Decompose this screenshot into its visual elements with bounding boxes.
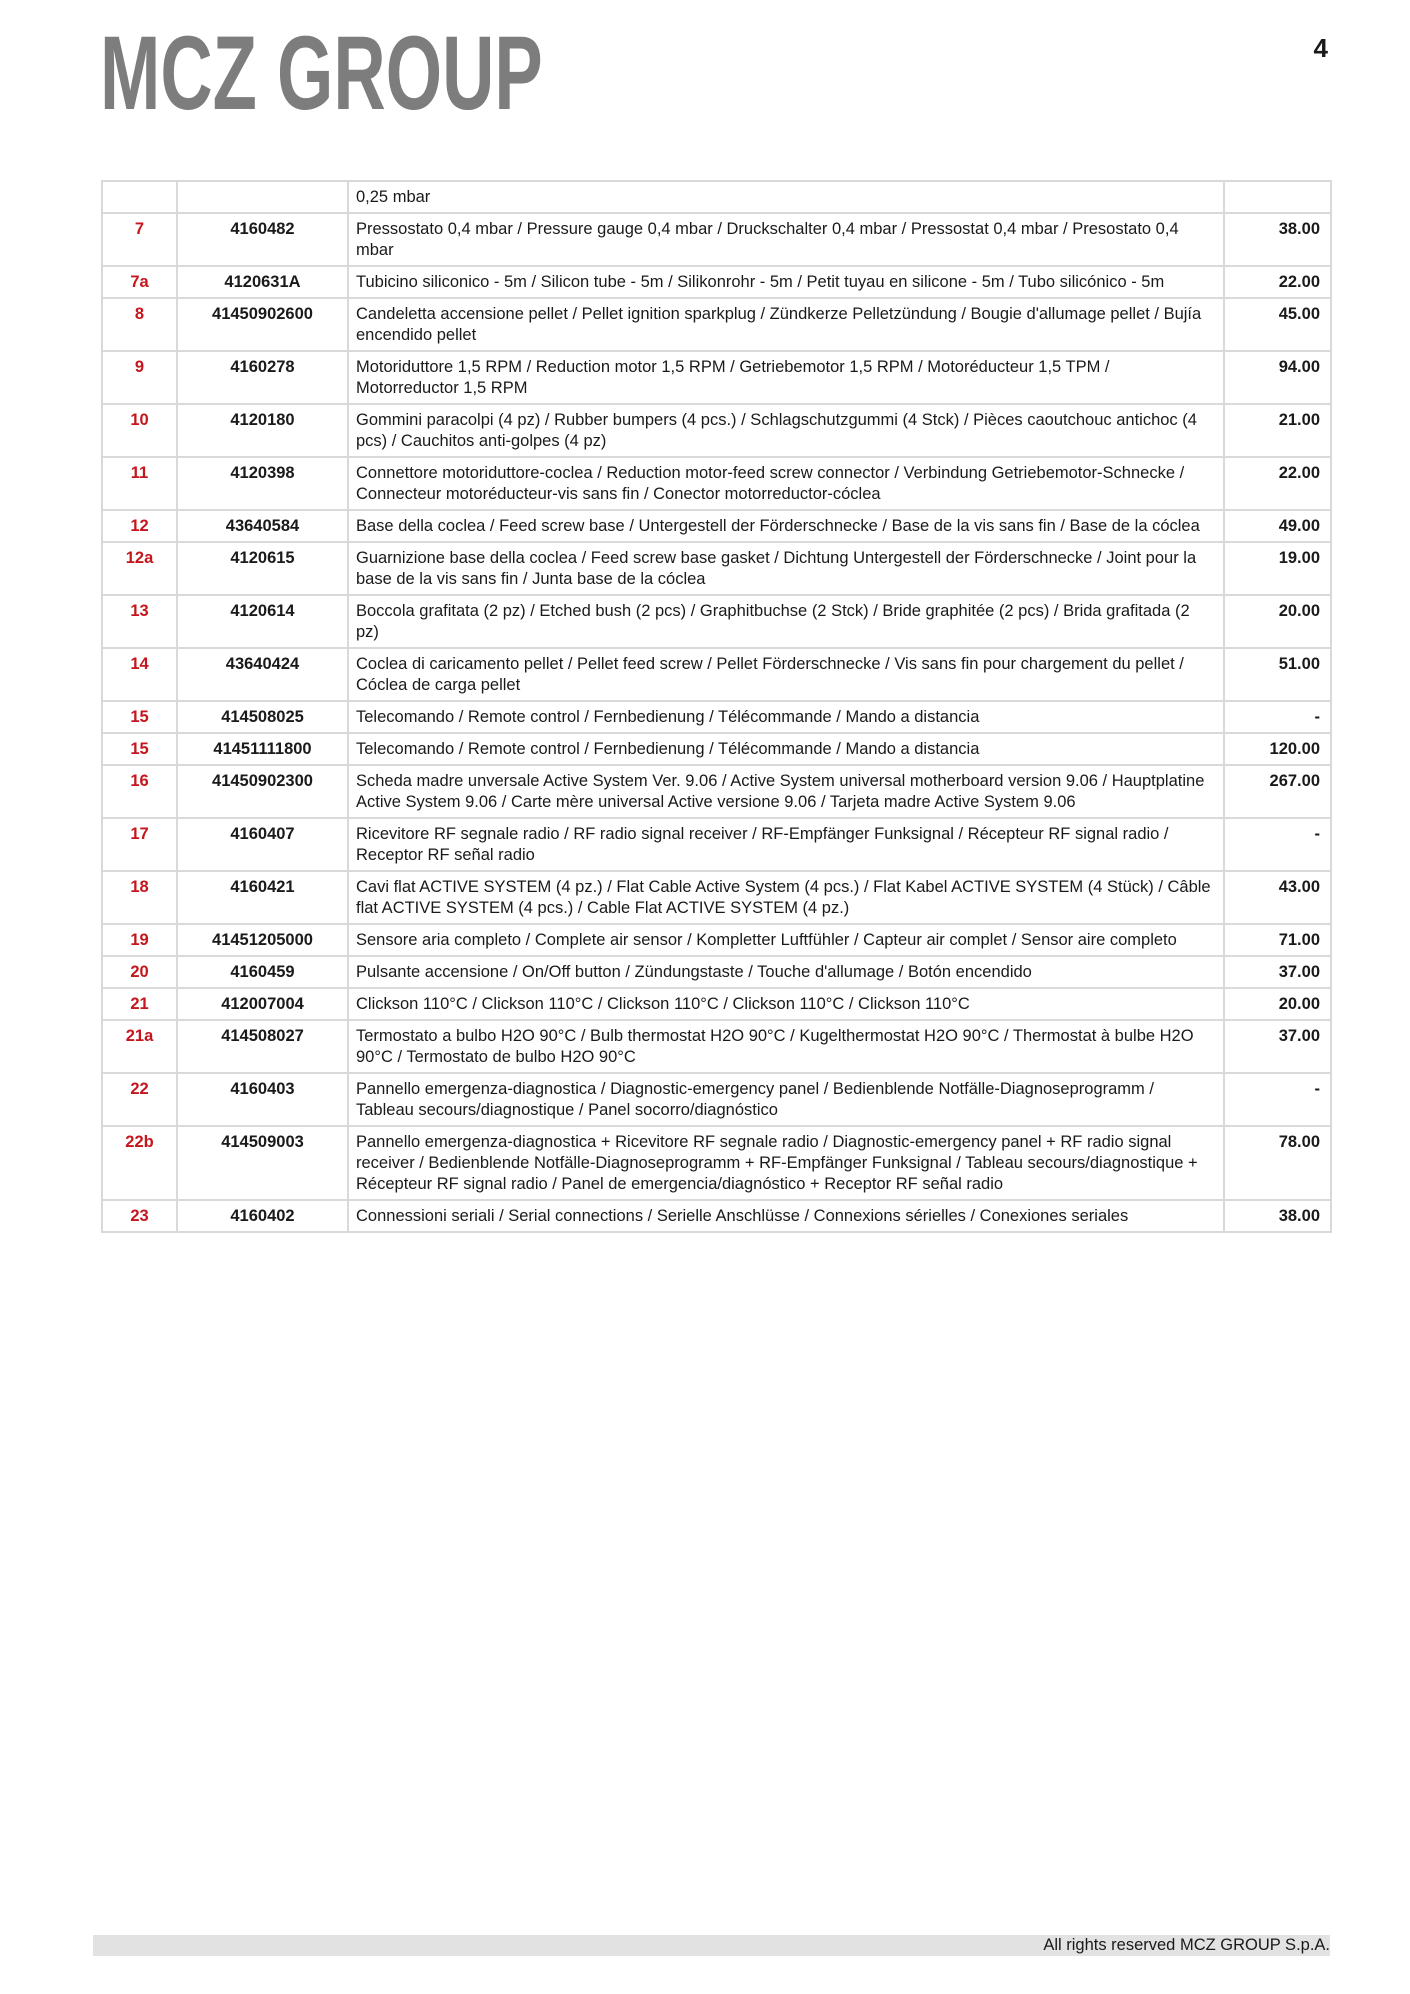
part-code-cell: 414509003 [177, 1126, 348, 1200]
part-code-cell: 414508027 [177, 1020, 348, 1073]
item-number-cell: 12a [102, 542, 177, 595]
item-number-cell: 9 [102, 351, 177, 404]
description-cell: Pannello emergenza-diagnostica / Diagnostic-emergency panel / Bedienblende Notfälle-Diagnoseprogramm / Tableau secours/diagnostique / Panel socorro/diagnóstico [348, 1073, 1224, 1126]
item-number-cell: 7a [102, 266, 177, 298]
price-cell: 43.00 [1224, 871, 1331, 924]
description-cell: Clickson 110°C / Clickson 110°C / Clickson 110°C / Clickson 110°C / Clickson 110°C [348, 988, 1224, 1020]
price-cell: 267.00 [1224, 765, 1331, 818]
description-cell: Coclea di caricamento pellet / Pellet feed screw / Pellet Förderschnecke / Vis sans fin pour chargement du pellet / Cóclea de carga pellet [348, 648, 1224, 701]
price-cell: 20.00 [1224, 595, 1331, 648]
footer-bar [93, 1935, 1330, 1956]
price-cell: 20.00 [1224, 988, 1331, 1020]
part-code-cell: 4160459 [177, 956, 348, 988]
price-cell: 120.00 [1224, 733, 1331, 765]
part-code-cell: 4120631A [177, 266, 348, 298]
part-code-cell: 41451111800 [177, 733, 348, 765]
description-cell: Termostato a bulbo H2O 90°C / Bulb thermostat H2O 90°C / Kugelthermostat H2O 90°C / Thermostat à bulbe H2O 90°C / Termostato de bulbo H2O 90°C [348, 1020, 1224, 1073]
table-row [102, 1073, 1331, 1126]
page-number: 4 [1313, 33, 1328, 63]
description-cell: Pressostato 0,4 mbar / Pressure gauge 0,4 mbar / Druckschalter 0,4 mbar / Pressostat 0,4 mbar / Presostato 0,4 mbar [348, 213, 1224, 266]
part-code-cell: 4120615 [177, 542, 348, 595]
price-cell: 94.00 [1224, 351, 1331, 404]
description-cell: Pulsante accensione / On/Off button / Zündungstaste / Touche d'allumage / Botón encendido [348, 956, 1224, 988]
price-cell: 51.00 [1224, 648, 1331, 701]
part-code-cell: 4160482 [177, 213, 348, 266]
part-code-cell: 414508025 [177, 701, 348, 733]
price-cell: - [1224, 818, 1331, 871]
part-code-cell: 41450902600 [177, 298, 348, 351]
description-cell: Telecomando / Remote control / Fernbedienung / Télécommande / Mando a distancia [348, 733, 1224, 765]
part-code-cell: 43640584 [177, 510, 348, 542]
table-row [102, 1020, 1331, 1073]
table-row [102, 457, 1331, 510]
item-number-cell: 7 [102, 213, 177, 266]
part-code-cell: 43640424 [177, 648, 348, 701]
table-row [102, 988, 1331, 1020]
part-code-cell: 4120180 [177, 404, 348, 457]
part-code-cell: 4160403 [177, 1073, 348, 1126]
item-number-cell: 21 [102, 988, 177, 1020]
part-code-cell: 4120398 [177, 457, 348, 510]
item-number-cell [102, 181, 177, 213]
price-cell: 22.00 [1224, 266, 1331, 298]
part-code-cell [177, 181, 348, 213]
table-row [102, 298, 1331, 351]
description-cell: Sensore aria completo / Complete air sensor / Kompletter Luftfühler / Capteur air complet / Sensor aire completo [348, 924, 1224, 956]
item-number-cell: 22b [102, 1126, 177, 1200]
item-number-cell: 16 [102, 765, 177, 818]
part-code-cell: 41451205000 [177, 924, 348, 956]
price-cell: 38.00 [1224, 213, 1331, 266]
table-row [102, 956, 1331, 988]
item-number-cell: 12 [102, 510, 177, 542]
price-cell [1224, 181, 1331, 213]
item-number-cell: 10 [102, 404, 177, 457]
table-row [102, 351, 1331, 404]
item-number-cell: 20 [102, 956, 177, 988]
table-row [102, 871, 1331, 924]
table-row [102, 924, 1331, 956]
description-cell: Connessioni seriali / Serial connections / Serielle Anschlüsse / Connexions sérielles / Conexiones seriales [348, 1200, 1224, 1232]
description-cell: Gommini paracolpi (4 pz) / Rubber bumpers (4 pcs.) / Schlagschutzgummi (4 Stck) / Pièces caoutchouc antichoc (4 pcs) / Cauchitos anti-golpes (4 pz) [348, 404, 1224, 457]
description-cell: Pannello emergenza-diagnostica + Ricevitore RF segnale radio / Diagnostic-emergency panel + RF radio signal receiver / Bedienblende Notfälle-Diagnoseprogramm + RF-Empfänger Funksignal / Tableau secours/diagnostique + Récepteur RF signal radio / Panel de emergencia/diagnóstico + Receptor RF señal radio [348, 1126, 1224, 1200]
part-code-cell: 4160402 [177, 1200, 348, 1232]
price-cell: 21.00 [1224, 404, 1331, 457]
copyright-text: All rights reserved MCZ GROUP S.p.A. [1043, 1936, 1330, 1954]
table-row [102, 818, 1331, 871]
price-cell: 38.00 [1224, 1200, 1331, 1232]
item-number-cell: 21a [102, 1020, 177, 1073]
item-number-cell: 15 [102, 733, 177, 765]
description-cell: Boccola grafitata (2 pz) / Etched bush (2 pcs) / Graphitbuchse (2 Stck) / Bride graphitée (2 pcs) / Brida grafitada (2 pz) [348, 595, 1224, 648]
price-cell: - [1224, 701, 1331, 733]
description-cell: Candeletta accensione pellet / Pellet ignition sparkplug / Zündkerze Pelletzündung / Bougie d'allumage pellet / Bujía encendido pellet [348, 298, 1224, 351]
price-cell: 45.00 [1224, 298, 1331, 351]
item-number-cell: 13 [102, 595, 177, 648]
price-cell: - [1224, 1073, 1331, 1126]
table-row [102, 1200, 1331, 1232]
item-number-cell: 15 [102, 701, 177, 733]
description-cell: Tubicino siliconico - 5m / Silicon tube - 5m / Silikonrohr - 5m / Petit tuyau en silicone - 5m / Tubo silicónico - 5m [348, 266, 1224, 298]
description-cell: Connettore motoriduttore-coclea / Reduction motor-feed screw connector / Verbindung Getriebemotor-Schnecke / Connecteur motoréducteur-vis sans fin / Conector motorreductor-cóclea [348, 457, 1224, 510]
part-code-cell: 4160421 [177, 871, 348, 924]
part-code-cell: 41450902300 [177, 765, 348, 818]
parts-table-body [102, 181, 1331, 1232]
brand-logo: MCZ GROUP [100, 15, 543, 132]
price-cell: 19.00 [1224, 542, 1331, 595]
table-row [102, 701, 1331, 733]
price-cell: 37.00 [1224, 956, 1331, 988]
table-row [102, 648, 1331, 701]
item-number-cell: 23 [102, 1200, 177, 1232]
price-cell: 49.00 [1224, 510, 1331, 542]
table-row [102, 266, 1331, 298]
item-number-cell: 17 [102, 818, 177, 871]
price-cell: 78.00 [1224, 1126, 1331, 1200]
item-number-cell: 18 [102, 871, 177, 924]
part-code-cell: 412007004 [177, 988, 348, 1020]
table-row [102, 595, 1331, 648]
description-cell: Telecomando / Remote control / Fernbedienung / Télécommande / Mando a distancia [348, 701, 1224, 733]
table-row [102, 765, 1331, 818]
description-cell: Ricevitore RF segnale radio / RF radio signal receiver / RF-Empfänger Funksignal / Récepteur RF signal radio / Receptor RF señal radio [348, 818, 1224, 871]
part-code-cell: 4160278 [177, 351, 348, 404]
item-number-cell: 11 [102, 457, 177, 510]
description-cell: Scheda madre unversale Active System Ver. 9.06 / Active System universal motherboard version 9.06 / Hauptplatine Active System 9.06 / Carte mère universal Active versione 9.06 / Tarjeta madre Active System 9.06 [348, 765, 1224, 818]
description-cell: Guarnizione base della coclea / Feed screw base gasket / Dichtung Untergestell der Förderschnecke / Joint pour la base de la vis sans fin / Junta base de la cóclea [348, 542, 1224, 595]
table-row [102, 404, 1331, 457]
item-number-cell: 19 [102, 924, 177, 956]
table-row [102, 1126, 1331, 1200]
item-number-cell: 14 [102, 648, 177, 701]
table-row [102, 510, 1331, 542]
table-row [102, 213, 1331, 266]
table-row [102, 733, 1331, 765]
part-code-cell: 4160407 [177, 818, 348, 871]
description-cell: Cavi flat ACTIVE SYSTEM (4 pz.) / Flat Cable Active System (4 pcs.) / Flat Kabel ACTIVE SYSTEM (4 Stück) / Câble flat ACTIVE SYSTEM (4 pcs.) / Cable Flat ACTIVE SYSTEM (4 pz.) [348, 871, 1224, 924]
price-cell: 71.00 [1224, 924, 1331, 956]
item-number-cell: 8 [102, 298, 177, 351]
parts-price-table [101, 180, 1332, 1233]
part-code-cell: 4120614 [177, 595, 348, 648]
item-number-cell: 22 [102, 1073, 177, 1126]
table-row [102, 181, 1331, 213]
description-cell: Base della coclea / Feed screw base / Untergestell der Förderschnecke / Base de la vis sans fin / Base de la cóclea [348, 510, 1224, 542]
description-cell: 0,25 mbar [348, 181, 1224, 213]
description-cell: Motoriduttore 1,5 RPM / Reduction motor 1,5 RPM / Getriebemotor 1,5 RPM / Motoréducteur 1,5 TPM / Motorreductor 1,5 RPM [348, 351, 1224, 404]
price-cell: 37.00 [1224, 1020, 1331, 1073]
price-cell: 22.00 [1224, 457, 1331, 510]
table-row [102, 542, 1331, 595]
